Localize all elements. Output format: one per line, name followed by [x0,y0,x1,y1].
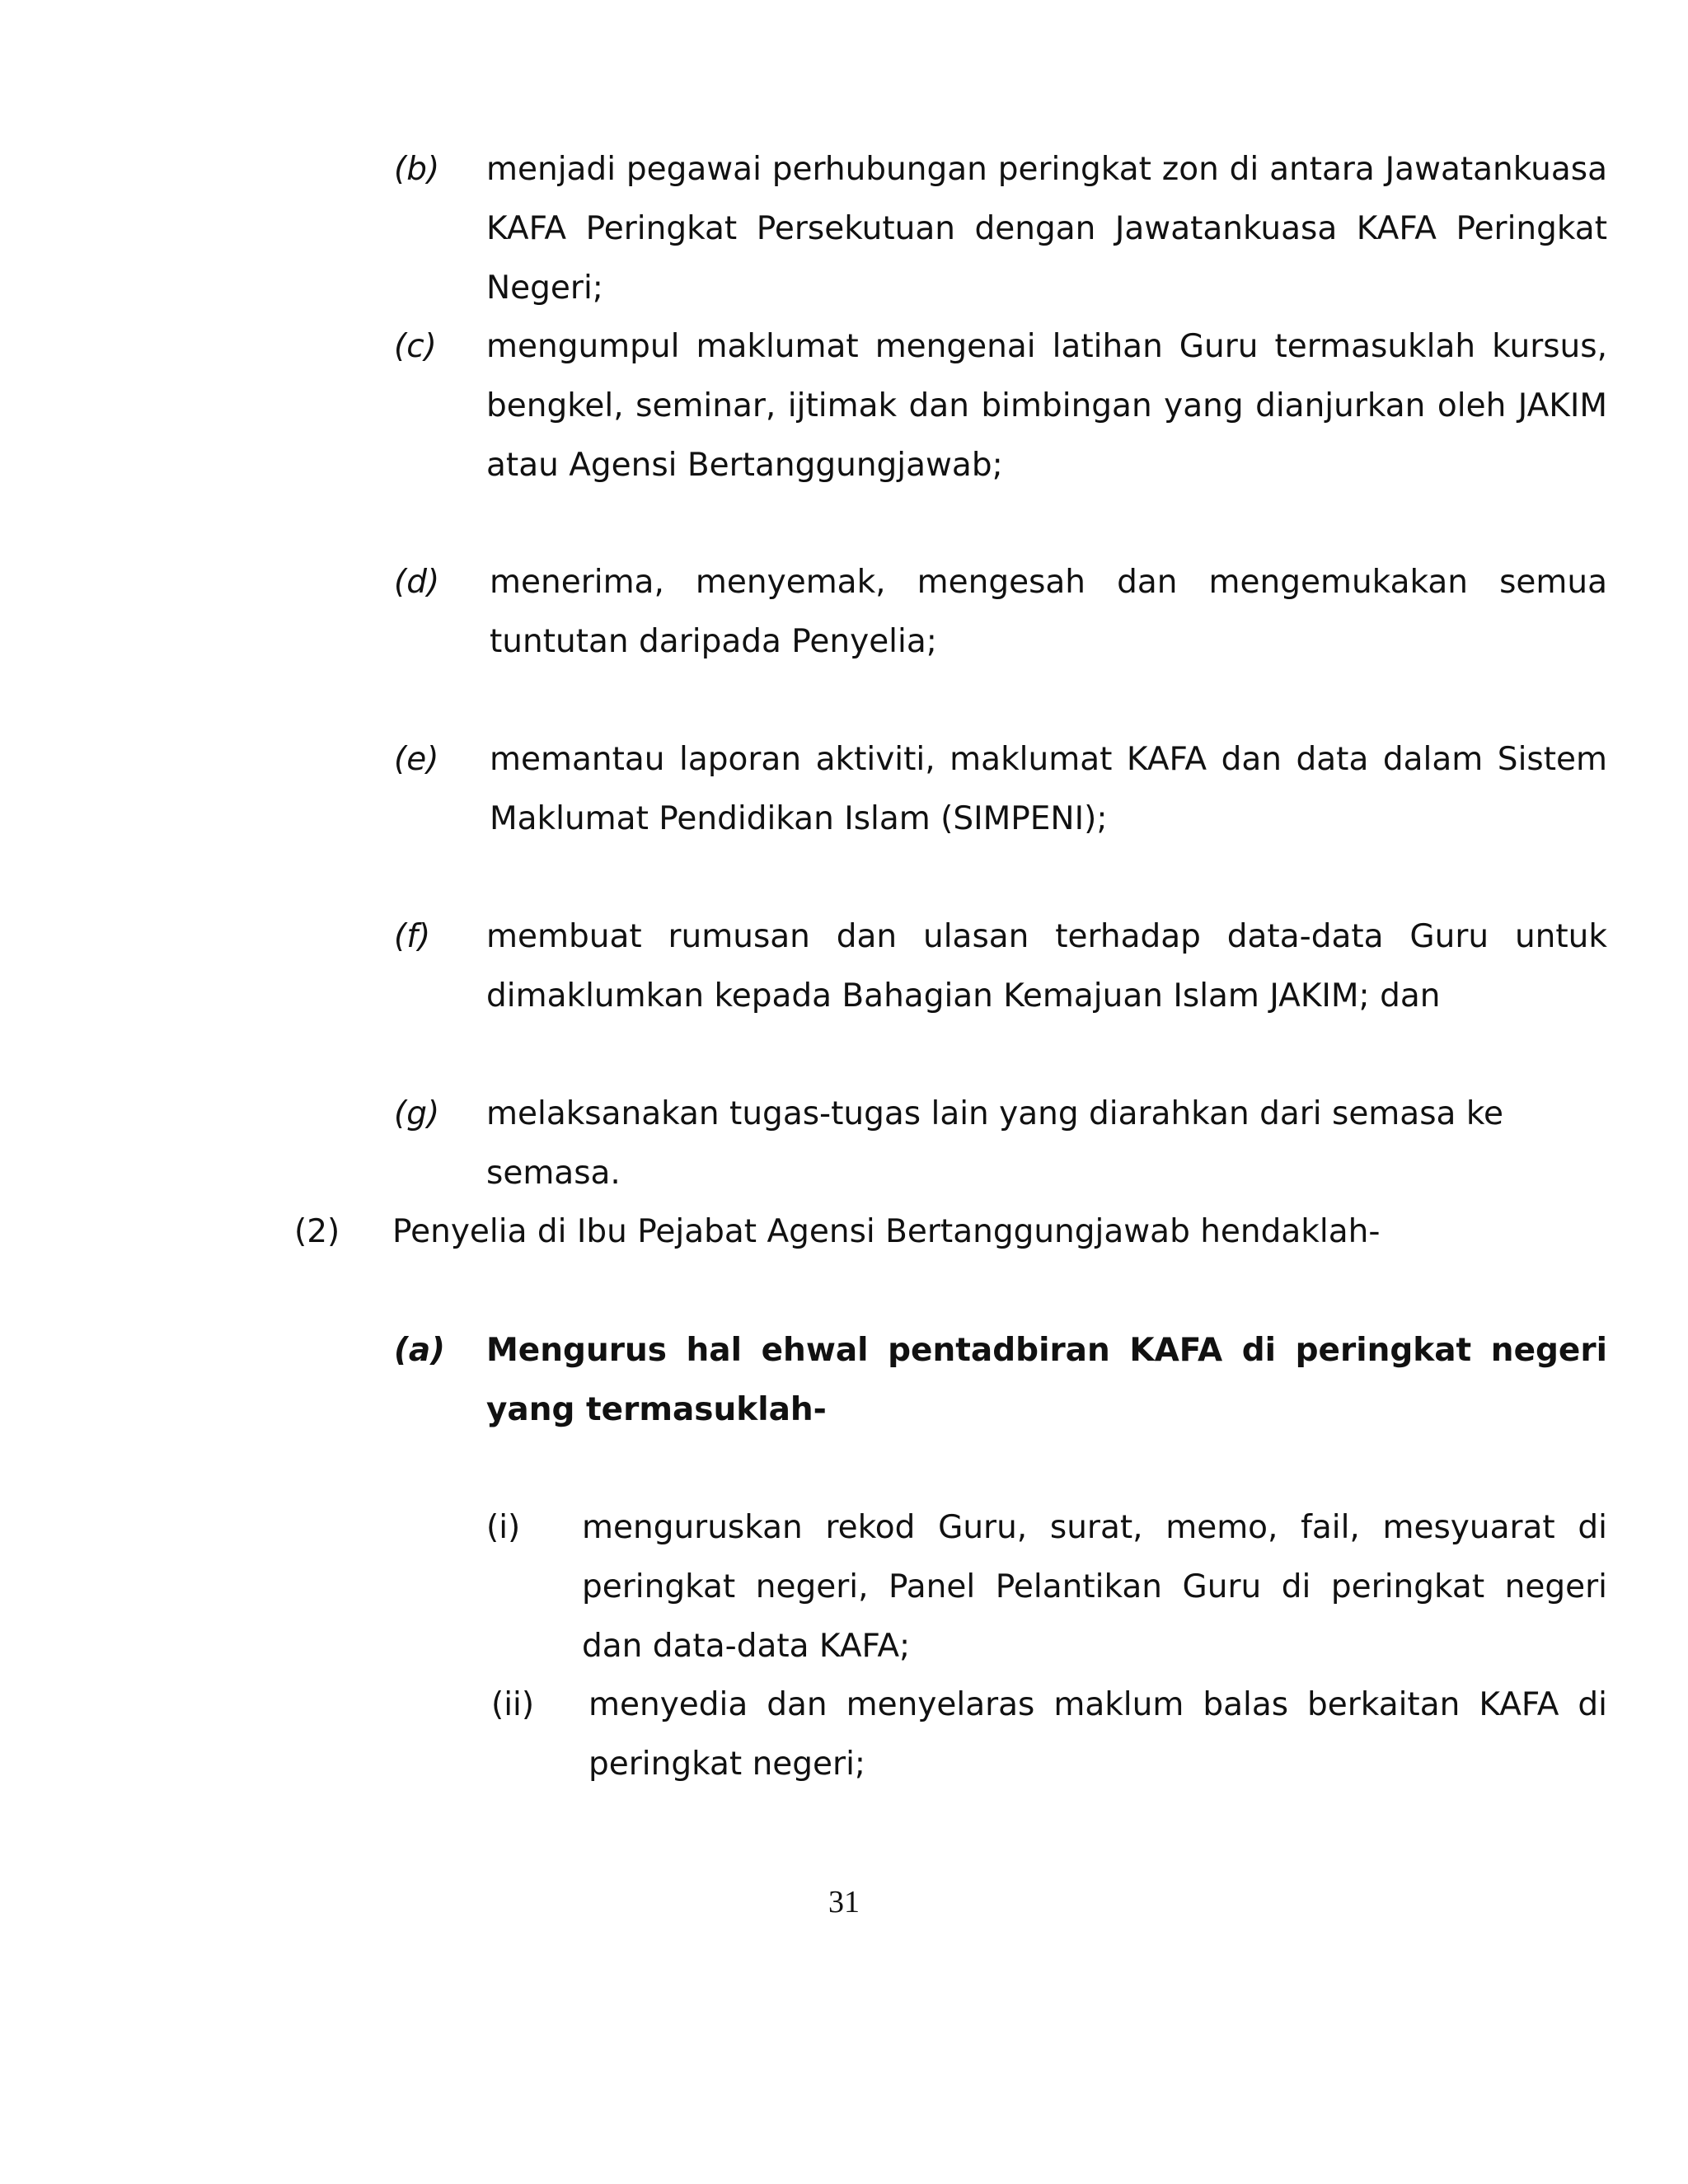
list-marker: (b) [394,151,440,188]
list-marker: (g) [394,1095,440,1132]
section-text: Penyelia di Ibu Pejabat Agensi Bertanggungjawab hendaklah- [392,1213,1381,1250]
list-item-text: menjadi pegawai perhubungan peringkat zon di antara Jawatankuasa KAFA Peringkat Persekutuan dengan Jawatankuasa KAFA Peringkat Negeri; [486,151,1607,307]
list-item-text: melaksanakan tugas-tugas lain yang diarahkan dari semasa ke semasa. [486,1095,1504,1192]
list-marker: (d) [394,564,440,601]
page-number: 31 [828,1885,860,1919]
list-item-text: menerima, menyemak, mengesah dan mengemukakan semua tuntutan daripada Penyelia; [490,564,1607,660]
list-marker: (f) [394,918,431,955]
list-item-text: Mengurus hal ehwal pentadbiran KAFA di peringkat negeri yang termasuklah- [486,1332,1607,1428]
list-marker: (e) [394,741,439,778]
sub-list-marker: (ii) [491,1686,535,1723]
sub-list-item-text: menyedia dan menyelaras maklum balas berkaitan KAFA di peringkat negeri; [588,1686,1607,1783]
list-marker: (a) [394,1332,445,1369]
list-item-text: membuat rumusan dan ulasan terhadap data-data Guru untuk dimaklumkan kepada Bahagian Kemajuan Islam JAKIM; dan [486,918,1607,1015]
sub-list-marker: (i) [486,1509,521,1546]
section-marker: (2) [294,1213,340,1250]
list-item-text: mengumpul maklumat mengenai latihan Guru termasuklah kursus, bengkel, seminar, ijtimak dan bimbingan yang dianjurkan oleh JAKIM atau Agensi Bertanggungjawab; [486,328,1607,484]
sub-list-item-text: menguruskan rekod Guru, surat, memo, fail, mesyuarat di peringkat negeri, Panel Pelantikan Guru di peringkat negeri dan data-data KAFA; [582,1509,1607,1665]
list-marker: (c) [394,328,437,365]
list-item-text: memantau laporan aktiviti, maklumat KAFA dan data dalam Sistem Maklumat Pendidikan Islam (SIMPENI); [490,741,1607,837]
